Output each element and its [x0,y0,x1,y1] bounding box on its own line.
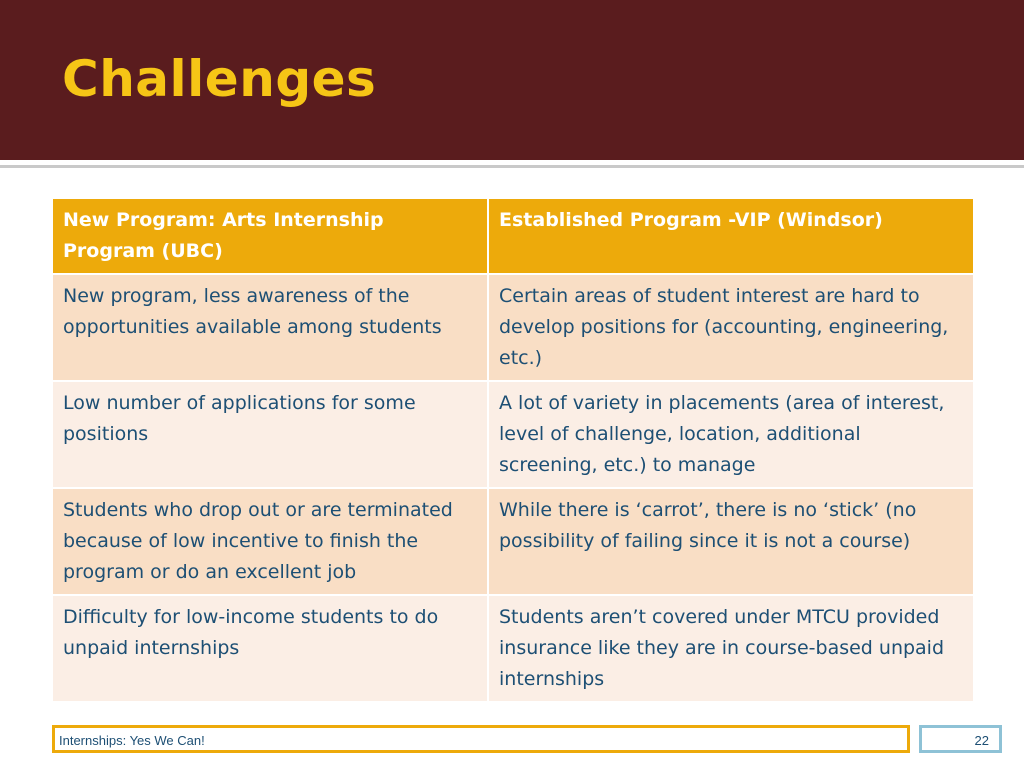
table-cell: While there is ‘carrot’, there is no ‘stick’ (no possibility of failing since it is not a course) [488,488,974,595]
slide-title: Challenges [62,50,377,108]
table-cell: Difficulty for low-income students to do unpaid internships [52,595,488,702]
table-cell: Certain areas of student interest are hard to develop positions for (accounting, engineering, etc.) [488,274,974,381]
footer-text: Internships: Yes We Can! [59,733,205,748]
table-row [52,595,974,702]
table-header-row [52,198,974,274]
table-cell: Students who drop out or are terminated because of low incentive to finish the program or do an excellent job [52,488,488,595]
page-number-box [919,725,1002,753]
table-row [52,381,974,488]
title-band [0,0,1024,160]
table-row [52,274,974,381]
table-cell: Low number of applications for some positions [52,381,488,488]
table-header-ubc: New Program: Arts Internship Program (UBC) [52,198,488,274]
title-divider-white [0,160,1024,164]
table-header-windsor: Established Program -VIP (Windsor) [488,198,974,274]
table-cell: Students aren’t covered under MTCU provided insurance like they are in course-based unpaid internships [488,595,974,702]
table-row [52,488,974,595]
table-cell: A lot of variety in placements (area of interest, level of challenge, location, additional screening, etc.) to manage [488,381,974,488]
footer-box [52,725,910,753]
page-number: 22 [974,733,989,748]
challenges-table [51,197,975,703]
table-cell: New program, less awareness of the opportunities available among students [52,274,488,381]
title-divider-gray [0,165,1024,168]
